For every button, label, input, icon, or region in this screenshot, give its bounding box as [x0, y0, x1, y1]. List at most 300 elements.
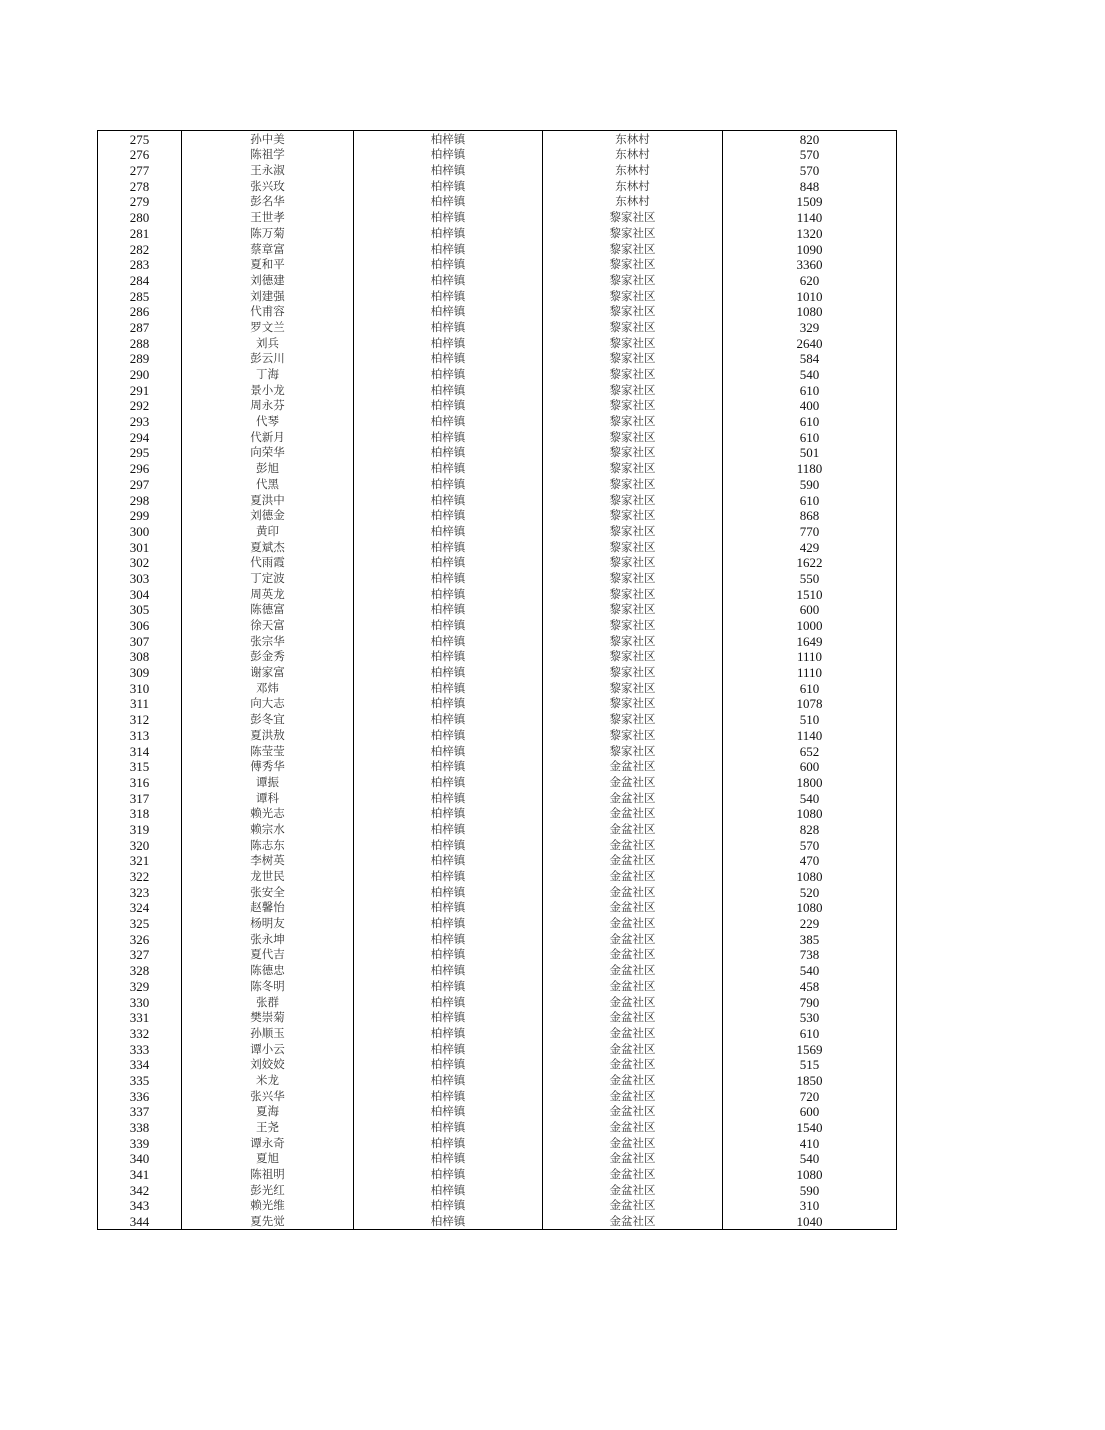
table-row	[98, 508, 897, 524]
col-name-cell: 刘兵	[182, 335, 354, 351]
table-row	[98, 1088, 897, 1104]
col-village-cell: 黎家社区	[543, 304, 723, 320]
col-village-cell: 黎家社区	[543, 680, 723, 696]
col-village-cell: 黎家社区	[543, 225, 723, 241]
col-amount-cell: 610	[723, 429, 897, 445]
col-amount-cell: 530	[723, 1010, 897, 1026]
col-amount-cell: 610	[723, 413, 897, 429]
col-no-cell: 330	[98, 994, 182, 1010]
col-town-cell: 柏梓镇	[354, 743, 543, 759]
table-row	[98, 351, 897, 367]
col-amount-cell: 520	[723, 884, 897, 900]
table-row	[98, 460, 897, 476]
col-amount-cell: 1180	[723, 460, 897, 476]
col-village-cell: 东林村	[543, 162, 723, 178]
col-no-cell: 292	[98, 398, 182, 414]
col-no-cell: 336	[98, 1088, 182, 1104]
col-town-cell: 柏梓镇	[354, 492, 543, 508]
col-village-cell: 黎家社区	[543, 602, 723, 618]
col-town-cell: 柏梓镇	[354, 1135, 543, 1151]
col-town-cell: 柏梓镇	[354, 209, 543, 225]
col-village-cell: 黎家社区	[543, 586, 723, 602]
col-no-cell: 310	[98, 680, 182, 696]
col-town-cell: 柏梓镇	[354, 1182, 543, 1198]
col-no-cell: 308	[98, 649, 182, 665]
col-town-cell: 柏梓镇	[354, 586, 543, 602]
table-row	[98, 1025, 897, 1041]
table-row	[98, 413, 897, 429]
table-row	[98, 680, 897, 696]
col-amount-cell: 429	[723, 539, 897, 555]
table-row	[98, 868, 897, 884]
table-row	[98, 335, 897, 351]
col-amount-cell: 458	[723, 978, 897, 994]
col-town-cell: 柏梓镇	[354, 1057, 543, 1073]
col-town-cell: 柏梓镇	[354, 476, 543, 492]
col-town-cell: 柏梓镇	[354, 774, 543, 790]
col-village-cell: 金盆社区	[543, 1135, 723, 1151]
col-amount-cell: 1649	[723, 633, 897, 649]
col-town-cell: 柏梓镇	[354, 1151, 543, 1167]
col-name-cell: 陈万菊	[182, 225, 354, 241]
col-village-cell: 金盆社区	[543, 1041, 723, 1057]
table-row	[98, 570, 897, 586]
col-name-cell: 黄印	[182, 523, 354, 539]
col-amount-cell: 1080	[723, 868, 897, 884]
col-no-cell: 293	[98, 413, 182, 429]
col-town-cell: 柏梓镇	[354, 272, 543, 288]
col-village-cell: 黎家社区	[543, 539, 723, 555]
table-row	[98, 978, 897, 994]
col-town-cell: 柏梓镇	[354, 429, 543, 445]
col-village-cell: 黎家社区	[543, 272, 723, 288]
col-amount-cell: 828	[723, 821, 897, 837]
col-amount-cell: 3360	[723, 257, 897, 273]
col-no-cell: 294	[98, 429, 182, 445]
col-amount-cell: 584	[723, 351, 897, 367]
col-no-cell: 284	[98, 272, 182, 288]
col-name-cell: 张安全	[182, 884, 354, 900]
table-row	[98, 1213, 897, 1229]
col-village-cell: 黎家社区	[543, 476, 723, 492]
col-village-cell: 金盆社区	[543, 1088, 723, 1104]
col-town-cell: 柏梓镇	[354, 790, 543, 806]
col-name-cell: 谭小云	[182, 1041, 354, 1057]
col-amount-cell: 470	[723, 853, 897, 869]
col-name-cell: 向大志	[182, 696, 354, 712]
col-town-cell: 柏梓镇	[354, 304, 543, 320]
col-amount-cell: 1800	[723, 774, 897, 790]
col-village-cell: 黎家社区	[543, 633, 723, 649]
col-no-cell: 279	[98, 194, 182, 210]
col-name-cell: 赖光维	[182, 1198, 354, 1214]
col-name-cell: 夏和平	[182, 257, 354, 273]
col-town-cell: 柏梓镇	[354, 445, 543, 461]
table-row	[98, 1198, 897, 1214]
col-no-cell: 338	[98, 1119, 182, 1135]
col-village-cell: 金盆社区	[543, 962, 723, 978]
table-row	[98, 429, 897, 445]
col-amount-cell: 1010	[723, 288, 897, 304]
col-amount-cell: 501	[723, 445, 897, 461]
col-no-cell: 339	[98, 1135, 182, 1151]
table-row	[98, 602, 897, 618]
col-amount-cell: 310	[723, 1198, 897, 1214]
col-amount-cell: 400	[723, 398, 897, 414]
col-name-cell: 王世孝	[182, 209, 354, 225]
col-name-cell: 彭光红	[182, 1182, 354, 1198]
table-row	[98, 1104, 897, 1120]
col-no-cell: 333	[98, 1041, 182, 1057]
col-name-cell: 李树英	[182, 853, 354, 869]
col-town-cell: 柏梓镇	[354, 649, 543, 665]
col-no-cell: 295	[98, 445, 182, 461]
col-village-cell: 金盆社区	[543, 837, 723, 853]
col-town-cell: 柏梓镇	[354, 633, 543, 649]
col-village-cell: 金盆社区	[543, 774, 723, 790]
col-village-cell: 黎家社区	[543, 727, 723, 743]
col-no-cell: 278	[98, 178, 182, 194]
col-village-cell: 金盆社区	[543, 759, 723, 775]
col-no-cell: 312	[98, 711, 182, 727]
col-town-cell: 柏梓镇	[354, 837, 543, 853]
col-town-cell: 柏梓镇	[354, 539, 543, 555]
table-row	[98, 131, 897, 147]
col-no-cell: 314	[98, 743, 182, 759]
table-row	[98, 539, 897, 555]
col-village-cell: 东林村	[543, 178, 723, 194]
col-no-cell: 277	[98, 162, 182, 178]
col-amount-cell: 410	[723, 1135, 897, 1151]
table-row	[98, 837, 897, 853]
col-amount-cell: 590	[723, 476, 897, 492]
table-row	[98, 523, 897, 539]
col-town-cell: 柏梓镇	[354, 853, 543, 869]
col-name-cell: 陈志东	[182, 837, 354, 853]
table-row	[98, 1119, 897, 1135]
col-town-cell: 柏梓镇	[354, 194, 543, 210]
col-town-cell: 柏梓镇	[354, 508, 543, 524]
col-name-cell: 王尧	[182, 1119, 354, 1135]
col-amount-cell: 540	[723, 366, 897, 382]
col-name-cell: 代黑	[182, 476, 354, 492]
table-row	[98, 272, 897, 288]
col-village-cell: 金盆社区	[543, 1198, 723, 1214]
col-town-cell: 柏梓镇	[354, 759, 543, 775]
col-amount-cell: 2640	[723, 335, 897, 351]
col-amount-cell: 1320	[723, 225, 897, 241]
col-no-cell: 319	[98, 821, 182, 837]
col-name-cell: 樊崇菊	[182, 1010, 354, 1026]
col-amount-cell: 652	[723, 743, 897, 759]
col-town-cell: 柏梓镇	[354, 1072, 543, 1088]
table-row	[98, 743, 897, 759]
col-name-cell: 彭金秀	[182, 649, 354, 665]
col-town-cell: 柏梓镇	[354, 821, 543, 837]
col-amount-cell: 570	[723, 162, 897, 178]
table-row	[98, 649, 897, 665]
col-amount-cell: 600	[723, 759, 897, 775]
col-name-cell: 丁定波	[182, 570, 354, 586]
col-town-cell: 柏梓镇	[354, 696, 543, 712]
col-amount-cell: 848	[723, 178, 897, 194]
table-row	[98, 617, 897, 633]
col-town-cell: 柏梓镇	[354, 241, 543, 257]
col-town-cell: 柏梓镇	[354, 570, 543, 586]
col-village-cell: 金盆社区	[543, 947, 723, 963]
col-amount-cell: 738	[723, 947, 897, 963]
table-row	[98, 555, 897, 571]
col-village-cell: 黎家社区	[543, 711, 723, 727]
col-town-cell: 柏梓镇	[354, 178, 543, 194]
col-village-cell: 金盆社区	[543, 1010, 723, 1026]
col-town-cell: 柏梓镇	[354, 602, 543, 618]
table-row	[98, 225, 897, 241]
col-village-cell: 金盆社区	[543, 900, 723, 916]
table-row	[98, 994, 897, 1010]
col-name-cell: 龙世民	[182, 868, 354, 884]
col-no-cell: 309	[98, 664, 182, 680]
col-no-cell: 327	[98, 947, 182, 963]
table-row	[98, 947, 897, 963]
col-no-cell: 300	[98, 523, 182, 539]
col-town-cell: 柏梓镇	[354, 351, 543, 367]
col-amount-cell: 1540	[723, 1119, 897, 1135]
col-name-cell: 谢家富	[182, 664, 354, 680]
col-town-cell: 柏梓镇	[354, 225, 543, 241]
col-no-cell: 337	[98, 1104, 182, 1120]
table-body	[98, 131, 897, 1230]
col-amount-cell: 1569	[723, 1041, 897, 1057]
col-village-cell: 东林村	[543, 147, 723, 163]
col-name-cell: 夏代吉	[182, 947, 354, 963]
col-village-cell: 金盆社区	[543, 853, 723, 869]
table-row	[98, 1151, 897, 1167]
col-name-cell: 傅秀华	[182, 759, 354, 775]
col-name-cell: 蔡章富	[182, 241, 354, 257]
col-name-cell: 张永坤	[182, 931, 354, 947]
col-name-cell: 陈祖明	[182, 1166, 354, 1182]
col-village-cell: 金盆社区	[543, 994, 723, 1010]
table-row	[98, 162, 897, 178]
col-no-cell: 316	[98, 774, 182, 790]
col-name-cell: 张宗华	[182, 633, 354, 649]
col-town-cell: 柏梓镇	[354, 994, 543, 1010]
col-no-cell: 340	[98, 1151, 182, 1167]
col-name-cell: 代雨霞	[182, 555, 354, 571]
col-amount-cell: 1509	[723, 194, 897, 210]
col-name-cell: 刘德金	[182, 508, 354, 524]
col-town-cell: 柏梓镇	[354, 147, 543, 163]
col-town-cell: 柏梓镇	[354, 915, 543, 931]
col-amount-cell: 229	[723, 915, 897, 931]
col-name-cell: 陈莹莹	[182, 743, 354, 759]
col-village-cell: 金盆社区	[543, 1025, 723, 1041]
col-no-cell: 276	[98, 147, 182, 163]
col-name-cell: 刘建强	[182, 288, 354, 304]
table-row	[98, 774, 897, 790]
col-name-cell: 代甫容	[182, 304, 354, 320]
col-village-cell: 金盆社区	[543, 806, 723, 822]
col-town-cell: 柏梓镇	[354, 978, 543, 994]
col-village-cell: 黎家社区	[543, 523, 723, 539]
col-village-cell: 黎家社区	[543, 398, 723, 414]
col-town-cell: 柏梓镇	[354, 1041, 543, 1057]
table-row	[98, 147, 897, 163]
col-no-cell: 322	[98, 868, 182, 884]
col-no-cell: 275	[98, 131, 182, 147]
table-row	[98, 194, 897, 210]
col-amount-cell: 610	[723, 382, 897, 398]
col-no-cell: 303	[98, 570, 182, 586]
col-village-cell: 金盆社区	[543, 1104, 723, 1120]
table-row	[98, 884, 897, 900]
col-village-cell: 黎家社区	[543, 257, 723, 273]
table-row	[98, 931, 897, 947]
col-amount-cell: 820	[723, 131, 897, 147]
col-village-cell: 金盆社区	[543, 1166, 723, 1182]
col-village-cell: 黎家社区	[543, 555, 723, 571]
col-amount-cell: 1080	[723, 806, 897, 822]
col-town-cell: 柏梓镇	[354, 382, 543, 398]
col-village-cell: 黎家社区	[543, 460, 723, 476]
col-name-cell: 夏洪敖	[182, 727, 354, 743]
col-town-cell: 柏梓镇	[354, 931, 543, 947]
col-village-cell: 金盆社区	[543, 978, 723, 994]
col-amount-cell: 1000	[723, 617, 897, 633]
col-town-cell: 柏梓镇	[354, 711, 543, 727]
table-row	[98, 319, 897, 335]
col-amount-cell: 329	[723, 319, 897, 335]
col-name-cell: 陈德富	[182, 602, 354, 618]
col-no-cell: 288	[98, 335, 182, 351]
col-name-cell: 米龙	[182, 1072, 354, 1088]
col-no-cell: 342	[98, 1182, 182, 1198]
table-row	[98, 445, 897, 461]
col-name-cell: 周永芬	[182, 398, 354, 414]
col-no-cell: 281	[98, 225, 182, 241]
col-no-cell: 315	[98, 759, 182, 775]
col-no-cell: 329	[98, 978, 182, 994]
col-town-cell: 柏梓镇	[354, 257, 543, 273]
table-row	[98, 900, 897, 916]
table-row	[98, 1135, 897, 1151]
col-town-cell: 柏梓镇	[354, 727, 543, 743]
col-amount-cell: 570	[723, 147, 897, 163]
col-town-cell: 柏梓镇	[354, 1166, 543, 1182]
col-town-cell: 柏梓镇	[354, 288, 543, 304]
col-village-cell: 黎家社区	[543, 382, 723, 398]
col-amount-cell: 1078	[723, 696, 897, 712]
col-name-cell: 赵馨怡	[182, 900, 354, 916]
col-amount-cell: 790	[723, 994, 897, 1010]
col-town-cell: 柏梓镇	[354, 1088, 543, 1104]
col-town-cell: 柏梓镇	[354, 962, 543, 978]
col-amount-cell: 570	[723, 837, 897, 853]
table-row	[98, 476, 897, 492]
col-village-cell: 黎家社区	[543, 209, 723, 225]
col-village-cell: 金盆社区	[543, 931, 723, 947]
table-row	[98, 962, 897, 978]
col-name-cell: 孙中美	[182, 131, 354, 147]
col-village-cell: 黎家社区	[543, 241, 723, 257]
col-village-cell: 金盆社区	[543, 1057, 723, 1073]
col-no-cell: 323	[98, 884, 182, 900]
table-row	[98, 806, 897, 822]
col-amount-cell: 600	[723, 1104, 897, 1120]
col-no-cell: 304	[98, 586, 182, 602]
col-name-cell: 代琴	[182, 413, 354, 429]
col-village-cell: 金盆社区	[543, 1182, 723, 1198]
col-amount-cell: 540	[723, 1151, 897, 1167]
col-name-cell: 张兴华	[182, 1088, 354, 1104]
col-no-cell: 280	[98, 209, 182, 225]
col-amount-cell: 510	[723, 711, 897, 727]
col-no-cell: 321	[98, 853, 182, 869]
col-no-cell: 285	[98, 288, 182, 304]
col-amount-cell: 610	[723, 1025, 897, 1041]
col-town-cell: 柏梓镇	[354, 523, 543, 539]
col-no-cell: 305	[98, 602, 182, 618]
col-town-cell: 柏梓镇	[354, 555, 543, 571]
col-village-cell: 金盆社区	[543, 884, 723, 900]
col-amount-cell: 1140	[723, 209, 897, 225]
col-no-cell: 334	[98, 1057, 182, 1073]
col-no-cell: 311	[98, 696, 182, 712]
col-town-cell: 柏梓镇	[354, 664, 543, 680]
col-amount-cell: 1622	[723, 555, 897, 571]
table-row	[98, 853, 897, 869]
col-no-cell: 282	[98, 241, 182, 257]
col-no-cell: 318	[98, 806, 182, 822]
col-village-cell: 金盆社区	[543, 1151, 723, 1167]
col-village-cell: 黎家社区	[543, 319, 723, 335]
col-town-cell: 柏梓镇	[354, 398, 543, 414]
col-name-cell: 谭科	[182, 790, 354, 806]
col-town-cell: 柏梓镇	[354, 413, 543, 429]
col-no-cell: 291	[98, 382, 182, 398]
col-no-cell: 289	[98, 351, 182, 367]
document-sheet	[97, 130, 896, 1230]
col-town-cell: 柏梓镇	[354, 868, 543, 884]
col-no-cell: 344	[98, 1213, 182, 1229]
col-name-cell: 赖宗水	[182, 821, 354, 837]
col-town-cell: 柏梓镇	[354, 1025, 543, 1041]
col-amount-cell: 1080	[723, 1166, 897, 1182]
col-amount-cell: 1510	[723, 586, 897, 602]
col-no-cell: 302	[98, 555, 182, 571]
col-village-cell: 黎家社区	[543, 366, 723, 382]
col-amount-cell: 600	[723, 602, 897, 618]
col-village-cell: 金盆社区	[543, 790, 723, 806]
col-name-cell: 杨明友	[182, 915, 354, 931]
col-town-cell: 柏梓镇	[354, 366, 543, 382]
col-town-cell: 柏梓镇	[354, 884, 543, 900]
col-town-cell: 柏梓镇	[354, 162, 543, 178]
col-name-cell: 张兴玫	[182, 178, 354, 194]
table-row	[98, 790, 897, 806]
col-name-cell: 刘姣姣	[182, 1057, 354, 1073]
col-village-cell: 黎家社区	[543, 351, 723, 367]
col-name-cell: 王永淑	[182, 162, 354, 178]
col-name-cell: 彭旭	[182, 460, 354, 476]
col-town-cell: 柏梓镇	[354, 617, 543, 633]
col-town-cell: 柏梓镇	[354, 900, 543, 916]
col-no-cell: 343	[98, 1198, 182, 1214]
col-name-cell: 罗文兰	[182, 319, 354, 335]
col-name-cell: 彭冬宜	[182, 711, 354, 727]
col-village-cell: 黎家社区	[543, 743, 723, 759]
